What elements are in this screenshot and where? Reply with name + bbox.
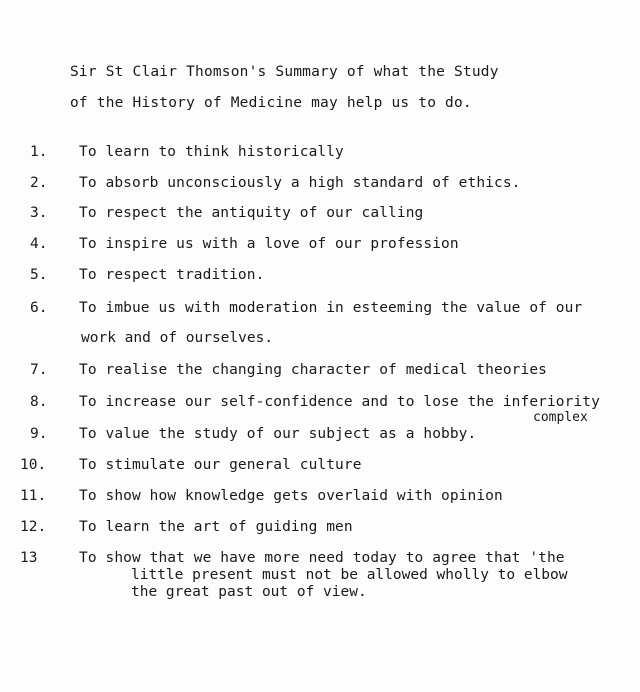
list-item: To stimulate our general culture xyxy=(79,457,362,473)
item-number: 12. xyxy=(20,519,47,535)
list-item: To respect tradition. xyxy=(79,267,265,283)
list-item: To realise the changing character of medical theories xyxy=(79,362,547,378)
list-item: To show how knowledge gets overlaid with opinion xyxy=(79,488,503,504)
item-number: 3. xyxy=(30,205,48,221)
list-item: To respect the antiquity of our calling xyxy=(79,205,424,221)
item-number: 13 xyxy=(20,550,38,566)
item-number: 5. xyxy=(30,267,48,283)
list-item-continuation: little present must not be allowed wholly to elbow xyxy=(131,567,568,583)
list-item-continuation: the great past out of view. xyxy=(131,584,367,600)
heading-line-1: Sir St Clair Thomson's Summary of what the Study xyxy=(70,64,499,80)
item-number: 7. xyxy=(30,362,48,378)
item-number: 11. xyxy=(20,488,47,504)
list-item-continuation: work and of ourselves. xyxy=(81,330,274,346)
list-item: To absorb unconsciously a high standard of ethics. xyxy=(79,175,521,191)
item-number: 10. xyxy=(20,457,47,473)
list-item: To inspire us with a love of our profession xyxy=(79,236,459,252)
list-item: To show that we have more need today to agree that 'the xyxy=(79,550,565,566)
item-number: 1. xyxy=(30,144,48,160)
item-number: 4. xyxy=(30,236,48,252)
list-item: To imbue us with moderation in esteeming the value of our xyxy=(79,300,583,316)
list-item: To learn to think historically xyxy=(79,144,344,160)
item-number: 6. xyxy=(30,300,48,316)
list-item: To increase our self-confidence and to lose the inferiority xyxy=(79,394,600,410)
heading-line-2: of the History of Medicine may help us to do. xyxy=(70,95,472,111)
item-number: 9. xyxy=(30,426,48,442)
list-item: To learn the art of guiding men xyxy=(79,519,353,535)
list-item: To value the study of our subject as a hobby. xyxy=(79,426,477,442)
list-item-continuation: complex xyxy=(533,410,588,425)
item-number: 8. xyxy=(30,394,48,410)
item-number: 2. xyxy=(30,175,48,191)
